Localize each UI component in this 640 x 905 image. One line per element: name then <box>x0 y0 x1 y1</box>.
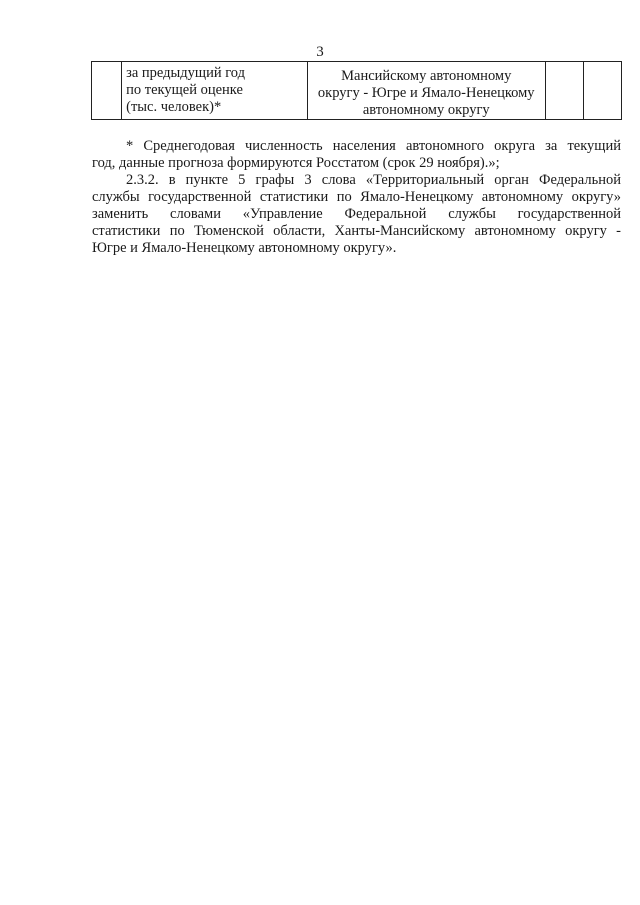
footnote-paragraph <box>92 138 621 172</box>
amendment-word: государственной <box>517 206 621 222</box>
source-line: автономному округу <box>362 102 490 118</box>
indicator-line: (тыс. человек)* <box>126 99 222 115</box>
amendment-paragraph <box>92 172 621 257</box>
amendment-word: заменить <box>92 206 149 222</box>
page-number: 3 <box>316 44 324 60</box>
amendment-line: 2.3.2. в пункте 5 графы 3 слова «Территориальный орган Федеральной <box>126 172 621 188</box>
amendment-line: службы государственной статистики по Ямало-Ненецкому автономному округу» <box>92 189 621 205</box>
table-cell-number <box>92 62 122 120</box>
table-cell-empty <box>583 62 621 120</box>
indicator-line: по текущей оценке <box>126 82 243 98</box>
amendment-line <box>92 206 621 223</box>
amendment-word: Федеральной <box>344 206 427 222</box>
source-line: округу - Югре и Ямало-Ненецкому <box>317 85 535 101</box>
table-row <box>92 62 622 120</box>
amendment-word: словами <box>170 206 221 222</box>
table-cell-indicator <box>122 62 308 120</box>
amendment-word: «Управление <box>242 206 323 222</box>
amendment-word: службы <box>448 206 496 222</box>
continuation-table <box>91 61 622 120</box>
table-cell-empty <box>545 62 583 120</box>
amendment-line: статистики по Тюменской области, Ханты-Мансийскому автономному округу - <box>92 223 621 239</box>
amendment-line: Югре и Ямало-Ненецкому автономному округу». <box>92 240 397 256</box>
indicator-line: за предыдущий год <box>126 65 246 81</box>
table-cell-source <box>307 62 545 120</box>
footnote-line: год, данные прогноза формируются Росстатом (срок 29 ноября).»; <box>92 155 500 171</box>
source-line: Мансийскому автономному <box>341 68 512 84</box>
footnote-line: * Среднегодовая численность населения автономного округа за текущий <box>126 138 621 154</box>
